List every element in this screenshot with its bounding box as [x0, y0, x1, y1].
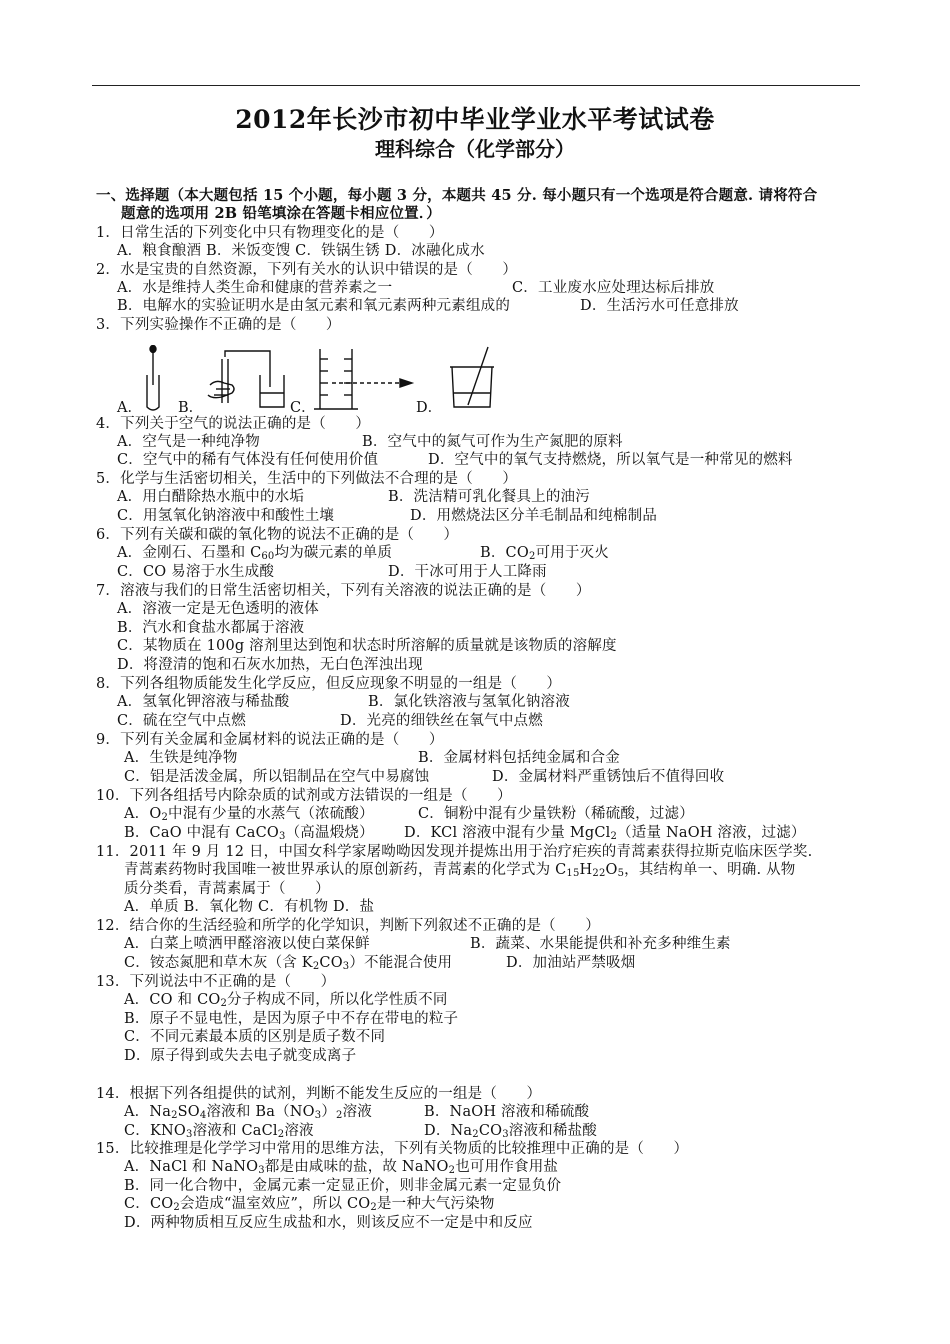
q8-option-a: A．氢氧化钾溶液与稀盐酸 — [117, 694, 290, 710]
q15-option-d: D．两种物质相互反应生成盐和水，则该反应不一定是中和反应 — [124, 1215, 533, 1231]
q6-option-a: A．金刚石、石墨和 $C_{60}$均为碳元素的单质 — [117, 545, 393, 562]
graduated-cylinder-figure — [314, 349, 412, 409]
q14-option-c: C．$KNO_3$溶液和 CaCl$_2$溶液 — [124, 1123, 314, 1140]
q8-stem: 8．下列各组物质能发生化学反应，但反应现象不明显的一组是（ ） — [96, 676, 562, 692]
q13-stem: 13．下列说法中不正确的是（ ） — [96, 974, 336, 990]
q1-stem: 1．日常生活的下列变化中只有物理变化的是（ ） — [96, 225, 444, 241]
q6-option-c: C．CO 易溶于水生成酸 — [117, 564, 275, 580]
q5-stem: 5．化学与生活密切相关，生活中的下列做法不合理的是（ ） — [96, 471, 518, 487]
q4-stem: 4．下列关于空气的说法正确的是（ ） — [96, 416, 371, 432]
q2-option-a: A．水是维持人类生命和健康的营养素之一 — [117, 280, 393, 296]
q6-stem: 6．下列有关碳和碳的氧化物的说法不正确的是（ ） — [96, 527, 459, 543]
q14-stem: 14．根据下列各组提供的试剂，判断不能发生反应的一组是（ ） — [96, 1086, 542, 1102]
q4-option-b: B．空气中的氮气可作为生产氮肥的原料 — [362, 434, 623, 450]
q9-option-a: A．生铁是纯净物 — [124, 750, 238, 766]
q12-option-c: C．铵态氮肥和草木灰（含 $K_2CO_3$）不能混合使用 — [124, 955, 453, 972]
q7-option-b: B．汽水和食盐水都属于溶液 — [117, 620, 305, 636]
q12-option-d: D．加油站严禁吸烟 — [506, 955, 636, 971]
q2-stem: 2．水是宝贵的自然资源，下列有关水的认识中错误的是（ ） — [96, 262, 518, 278]
q13-option-a: A．CO 和 $CO_2$分子构成不同，所以化学性质不同 — [124, 992, 448, 1009]
q10-option-a: A．$O_2$中混有少量的水蒸气（浓硫酸） — [124, 806, 374, 823]
test-tube-dropper-figure — [147, 346, 159, 411]
q3-option-a: A． — [117, 400, 142, 416]
exam-title: 2012年长沙市初中毕业学业水平考试试卷 — [235, 105, 715, 134]
q10-option-b: B．CaO 中混有 CaCO$_3$（高温煅烧） — [124, 825, 374, 842]
q7-option-c: C．某物质在 100g 溶剂里达到饱和状态时所溶解的质量就是该物质的溶解度 — [117, 638, 617, 654]
q13-option-b: B．原子不显电性，是因为原子中不存在带电的粒子 — [124, 1011, 459, 1027]
q15-option-b: B．同一化合物中，金属元素一定显正价，则非金属元素一定显负价 — [124, 1178, 562, 1194]
q15-option-a: A．NaCl 和 NaNO$_3$都是由咸味的盐，故 NaNO$_2$也可用作食用盐 — [124, 1159, 559, 1176]
q3-stem: 3．下列实验操作不正确的是（ ） — [96, 317, 341, 333]
q3-option-c: C． — [290, 400, 316, 416]
q7-option-a: A．溶液一定是无色透明的液体 — [117, 601, 319, 617]
q4-option-a: A．空气是一种纯净物 — [117, 434, 260, 450]
q9-option-d: D．金属材料严重锈蚀后不值得回收 — [492, 769, 725, 785]
q5-option-c: C．用氢氧化钠溶液中和酸性土壤 — [117, 508, 335, 524]
q12-option-b: B．蔬菜、水果能提供和补充多种维生素 — [470, 936, 731, 952]
q10-stem: 10．下列各组括号内除杂质的试剂或方法错误的一组是（ ） — [96, 788, 512, 804]
q11-stem-line3: 质分类看，青蒿素属于（ ） — [124, 881, 330, 897]
q14-option-b: B．NaOH 溶液和稀硫酸 — [424, 1104, 590, 1120]
section-heading-cont: 题意的选项用 2B 铅笔填涂在答题卡相应位置．） — [121, 205, 441, 222]
q8-option-d: D．光亮的细铁丝在氧气中点燃 — [340, 713, 543, 729]
q4-option-c: C．空气中的稀有气体没有任何使用价值 — [117, 452, 379, 468]
q9-option-b: B．金属材料包括纯金属和合金 — [418, 750, 620, 766]
q13-option-d: D．原子得到或失去电子就变成离子 — [124, 1048, 357, 1064]
q2-option-d: D．生活污水可任意排放 — [580, 298, 739, 314]
q6-option-d: D．干冰可用于人工降雨 — [388, 564, 547, 580]
q8-option-b: B．氯化铁溶液与氢氧化钠溶液 — [368, 694, 570, 710]
q14-option-a: A．$Na_2SO_4$溶液和 $Ba(NO_3)_2$溶液 — [124, 1104, 372, 1121]
q4-option-d: D．空气中的氧气支持燃烧，所以氧气是一种常见的燃料 — [428, 452, 793, 468]
gas-tightness-figure — [208, 351, 284, 407]
q6-option-b: B．$CO_2$可用于灭火 — [480, 545, 609, 562]
q11-options: A．单质 B．氧化物 C．有机物 D．盐 — [124, 899, 375, 915]
q9-option-c: C．铝是活泼金属，所以铝制品在空气中易腐蚀 — [124, 769, 430, 785]
section-heading: 一、选择题（本大题包括 15 个小题，每小题 3 分，本题共 45 分. 每小题只有一个选项是符合题意. 请将符合 — [96, 187, 818, 204]
q15-option-c: C．$CO_2$会造成“温室效应”，所以 $CO_2$是一种大气污染物 — [124, 1196, 495, 1213]
q8-option-c: C．硫在空气中点燃 — [117, 713, 246, 729]
q3-option-b: B． — [178, 400, 204, 416]
q10-option-c: C．铜粉中混有少量铁粉（稀硫酸，过滤） — [418, 806, 694, 822]
beaker-stirring-figure — [450, 347, 494, 407]
q1-options: A．粮食酿酒 B．米饭变馊 C．铁锅生锈 D．冰融化成水 — [117, 243, 485, 259]
q7-stem: 7．溶液与我们的日常生活密切相关，下列有关溶液的说法正确的是（ ） — [96, 583, 591, 599]
q5-option-d: D．用燃烧法区分羊毛制品和纯棉制品 — [410, 508, 658, 524]
q5-option-b: B．洗洁精可乳化餐具上的油污 — [388, 489, 590, 505]
q7-option-d: D．将澄清的饱和石灰水加热，无白色浑浊出现 — [117, 657, 423, 673]
q11-stem-line2: 青蒿素药物时我国唯一被世界承认的原创新药，青蒿素的化学式为 $C_{15}H_{22}O_5$，其结构单一、明确. 从物 — [124, 862, 796, 879]
q9-stem: 9．下列有关金属和金属材料的说法正确的是（ ） — [96, 732, 444, 748]
q3-option-d: D． — [416, 400, 443, 416]
q13-option-c: C．不同元素最本质的区别是质子数不同 — [124, 1029, 386, 1045]
q2-option-b: B．电解水的实验证明水是由氢元素和氧元素两种元素组成的 — [117, 298, 511, 314]
q12-option-a: A．白菜上喷洒甲醛溶液以使白菜保鲜 — [124, 936, 370, 952]
q14-option-d: D．$Na_2CO_3$溶液和稀盐酸 — [424, 1123, 597, 1140]
q5-option-a: A．用白醋除热水瓶中的水垢 — [117, 489, 305, 505]
q15-stem: 15．比较推理是化学学习中常用的思维方法，下列有关物质的比较推理中正确的是（ ） — [96, 1141, 689, 1157]
exam-subtitle: 理科综合（化学部分） — [375, 137, 575, 161]
q12-stem: 12．结合你的生活经验和所学的化学知识，判断下列叙述不正确的是（ ） — [96, 918, 600, 934]
q10-option-d: D．KCl 溶液中混有少量 MgCl$_2$（适量 NaOH 溶液，过滤） — [404, 825, 806, 842]
top-rule — [92, 85, 860, 86]
q2-option-c: C．工业废水应处理达标后排放 — [512, 280, 715, 296]
q11-stem-line1: 11．2011 年 9 月 12 日，中国女科学家屠呦呦因发现并提炼出用于治疗疟疾的青蒿素获得拉斯克临床医学奖. — [96, 844, 813, 860]
